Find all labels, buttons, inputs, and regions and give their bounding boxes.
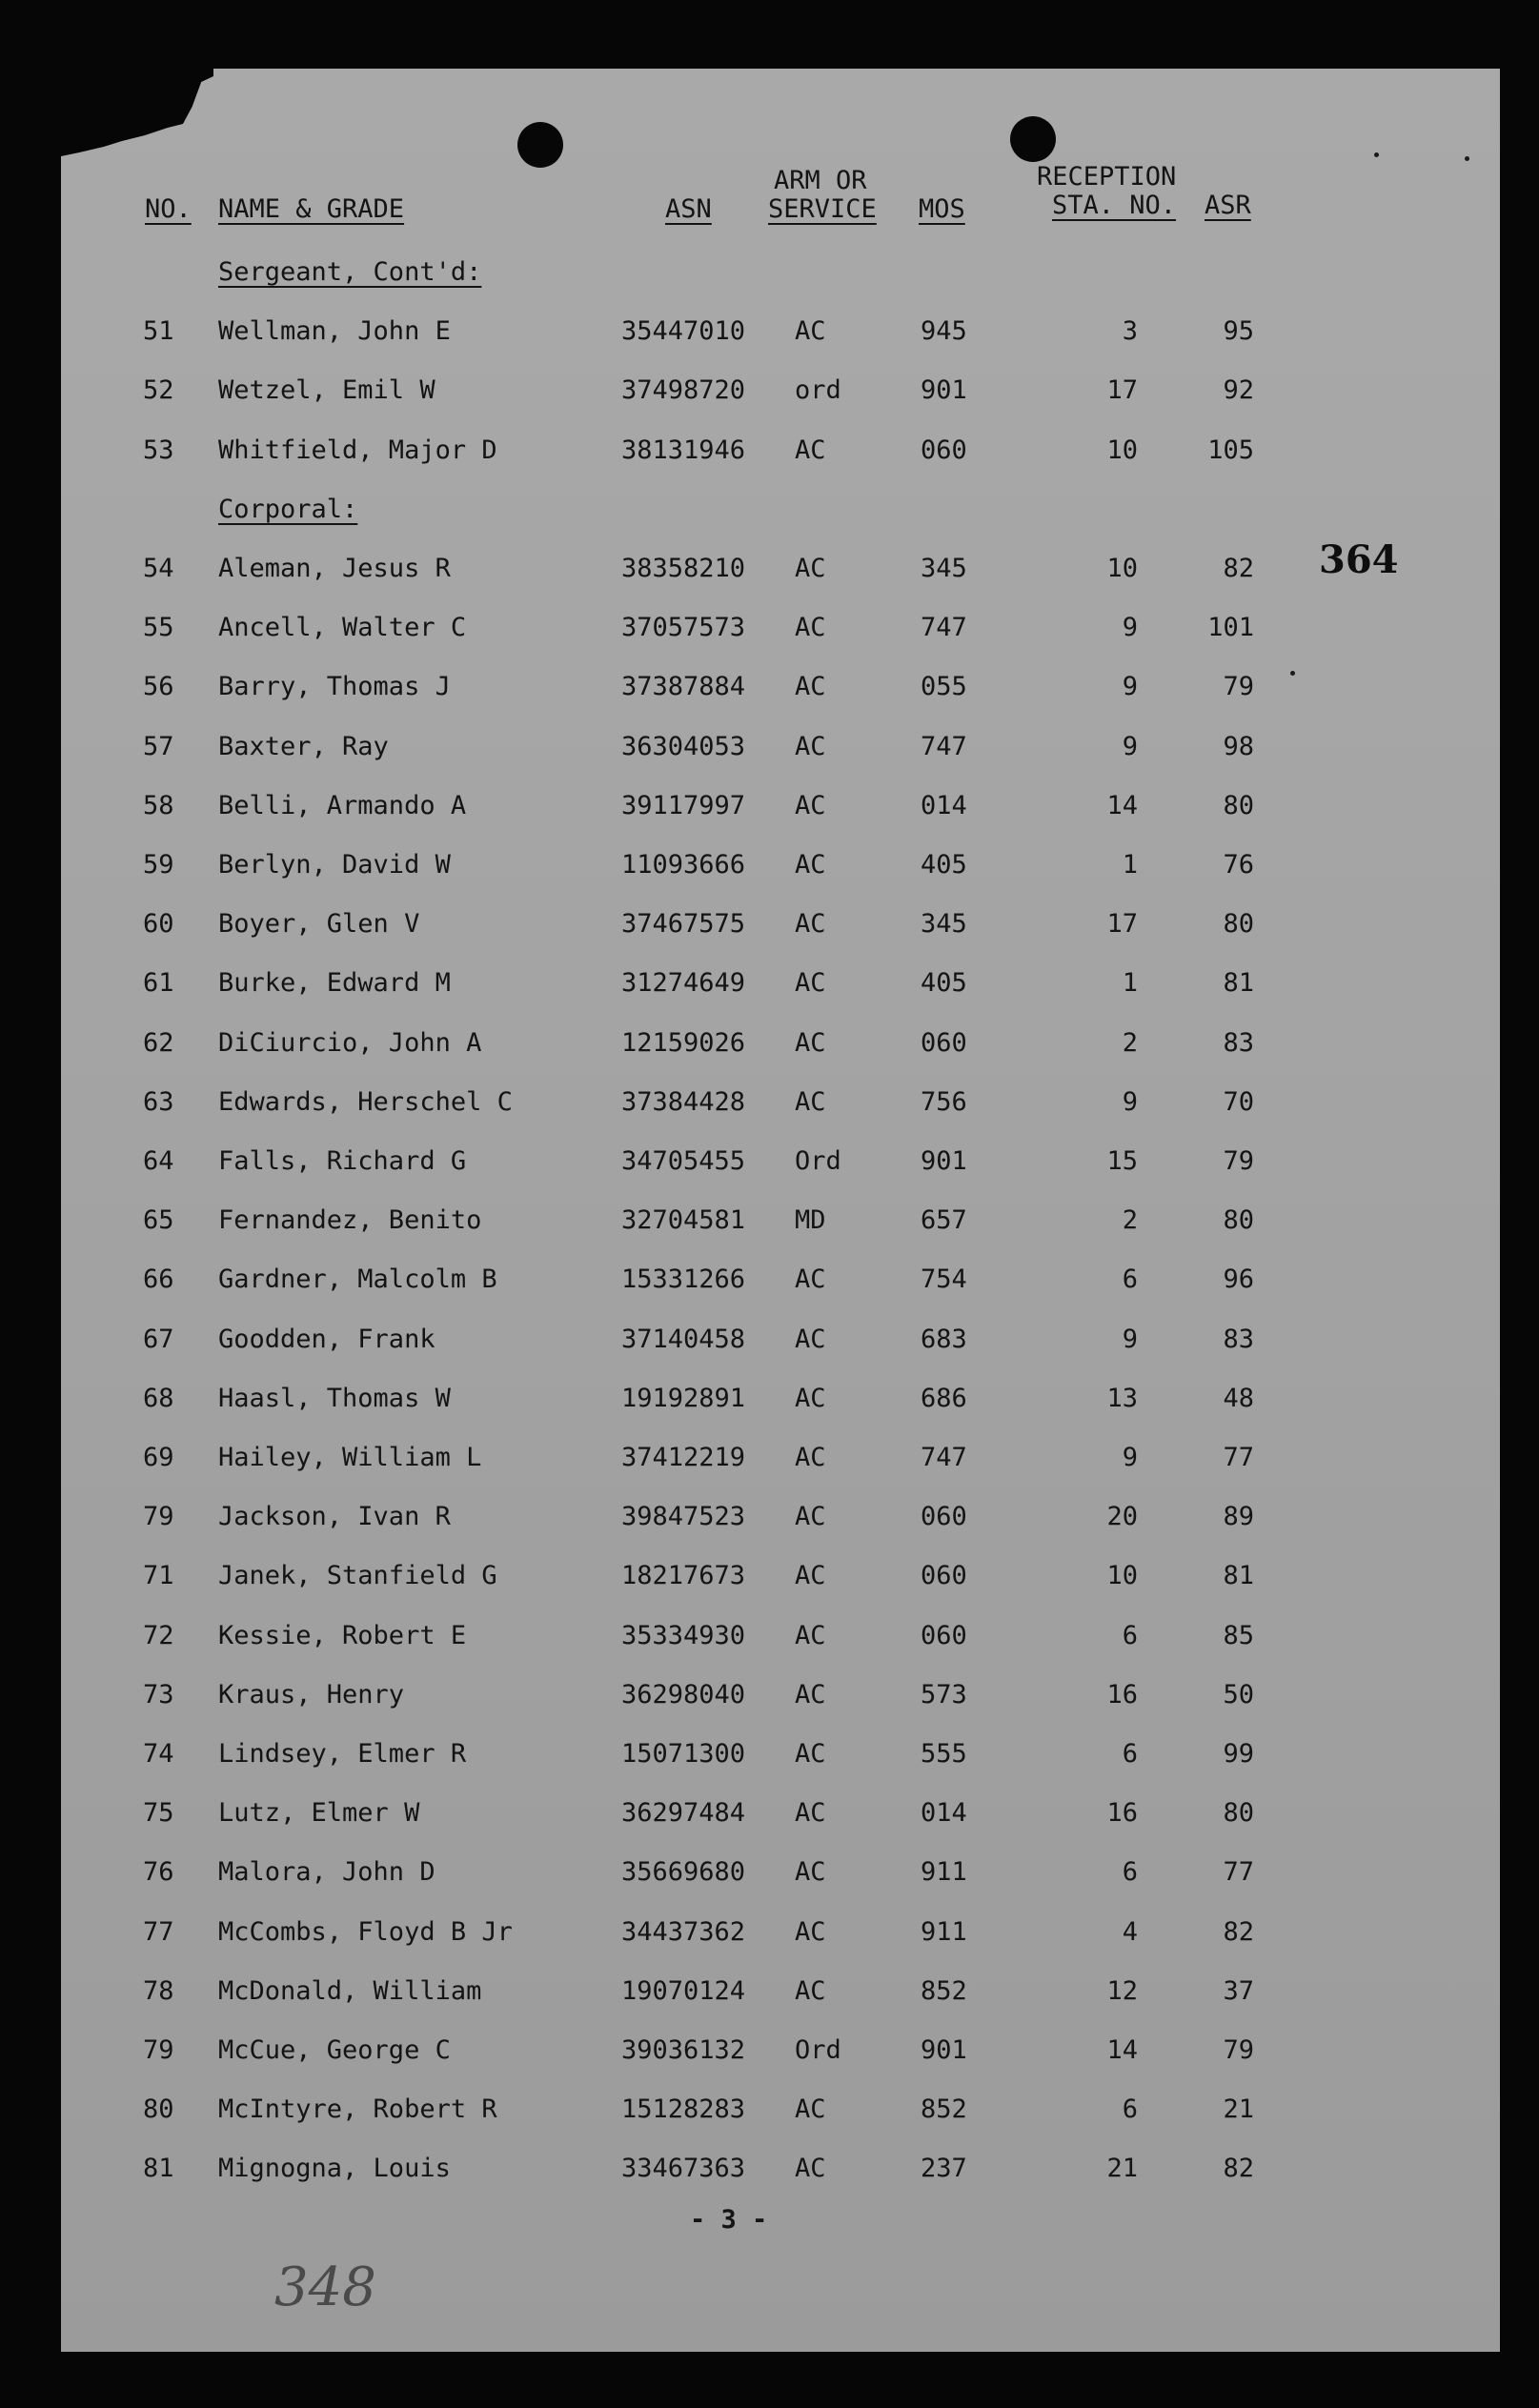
cell-sta: 2 [1122, 1205, 1138, 1235]
cell-sta: 9 [1122, 1325, 1138, 1354]
cell-name: Wellman, John E [218, 316, 451, 346]
cell-name: Boyer, Glen V [218, 909, 420, 939]
cell-mos: 911 [921, 1857, 967, 1887]
cell-mos: 747 [921, 613, 967, 642]
cell-mos: 573 [921, 1680, 967, 1710]
cell-name: Edwards, Herschel C [218, 1087, 513, 1117]
cell-mos: 852 [921, 1976, 967, 2006]
header-arm-line2: SERVICE [768, 194, 877, 224]
cell-arm: AC [795, 791, 826, 820]
cell-asr: 70 [1223, 1087, 1254, 1117]
cell-asn: 35334930 [621, 1621, 746, 1650]
cell-sta: 6 [1122, 1265, 1138, 1294]
cell-arm: AC [795, 1443, 826, 1472]
cell-sta: 21 [1106, 2154, 1138, 2183]
cell-arm: AC [795, 2154, 826, 2183]
cell-asn: 11093666 [621, 850, 746, 880]
cell-name: McDonald, William [218, 1976, 482, 2006]
cell-name: Berlyn, David W [218, 850, 451, 880]
cell-sta: 14 [1106, 2035, 1138, 2065]
cell-sta: 16 [1106, 1798, 1138, 1828]
cell-mos: 060 [921, 1621, 967, 1650]
cell-asr: 80 [1223, 1205, 1254, 1235]
cell-no: 60 [143, 909, 174, 939]
cell-asr: 77 [1223, 1443, 1254, 1472]
cell-name: Mignogna, Louis [218, 2154, 451, 2183]
cell-asn: 15071300 [621, 1739, 746, 1769]
cell-arm: AC [795, 1384, 826, 1413]
cell-asn: 19192891 [621, 1384, 746, 1413]
cell-name: Haasl, Thomas W [218, 1384, 451, 1413]
header-asn: ASN [665, 194, 712, 224]
pencil-note: 348 [274, 2256, 376, 2318]
cell-mos: 014 [921, 791, 967, 820]
cell-name: Fernandez, Benito [218, 1205, 482, 1235]
cell-sta: 17 [1106, 909, 1138, 939]
cell-asn: 37387884 [621, 672, 746, 701]
cell-sta: 1 [1122, 968, 1138, 998]
cell-name: Kraus, Henry [218, 1680, 405, 1710]
cell-sta: 4 [1122, 1917, 1138, 1947]
cell-name: Wetzel, Emil W [218, 375, 435, 405]
cell-sta: 12 [1106, 1976, 1138, 2006]
cell-mos: 686 [921, 1384, 967, 1413]
header-no: NO. [145, 194, 192, 224]
cell-arm: AC [795, 1502, 826, 1531]
cell-asn: 38358210 [621, 554, 746, 583]
cell-asr: 77 [1223, 1857, 1254, 1887]
cell-asr: 89 [1223, 1502, 1254, 1531]
cell-asr: 80 [1223, 1798, 1254, 1828]
cell-name: McIntyre, Robert R [218, 2094, 497, 2124]
cell-mos: 911 [921, 1917, 967, 1947]
cell-sta: 9 [1122, 672, 1138, 701]
cell-sta: 10 [1106, 435, 1138, 465]
cell-asn: 34437362 [621, 1917, 746, 1947]
cell-arm: AC [795, 1857, 826, 1887]
cell-no: 68 [143, 1384, 174, 1413]
cell-no: 67 [143, 1325, 174, 1354]
cell-name: Jackson, Ivan R [218, 1502, 451, 1531]
cell-asn: 32704581 [621, 1205, 746, 1235]
cell-arm: AC [795, 316, 826, 346]
cell-no: 75 [143, 1798, 174, 1828]
cell-sta: 6 [1122, 1857, 1138, 1887]
cell-sta: 20 [1106, 1502, 1138, 1531]
cell-asn: 37384428 [621, 1087, 746, 1117]
cell-asn: 31274649 [621, 968, 746, 998]
punch-hole-left [517, 122, 563, 168]
cell-name: Whitfield, Major D [218, 435, 497, 465]
cell-asr: 79 [1223, 2035, 1254, 2065]
cell-asn: 36298040 [621, 1680, 746, 1710]
cell-sta: 9 [1122, 613, 1138, 642]
cell-asn: 12159026 [621, 1028, 746, 1058]
cell-sta: 13 [1106, 1384, 1138, 1413]
cell-mos: 756 [921, 1087, 967, 1117]
cell-asr: 95 [1223, 316, 1254, 346]
cell-mos: 345 [921, 909, 967, 939]
header-reception-line2: STA. NO. [1052, 191, 1177, 220]
cell-mos: 060 [921, 1502, 967, 1531]
cell-asr: 81 [1223, 1561, 1254, 1590]
cell-asn: 39117997 [621, 791, 746, 820]
cell-asr: 37 [1223, 1976, 1254, 2006]
cell-name: Hailey, William L [218, 1443, 482, 1472]
cell-no: 78 [143, 1976, 174, 2006]
cell-asn: 33467363 [621, 2154, 746, 2183]
cell-mos: 747 [921, 1443, 967, 1472]
cell-mos: 345 [921, 554, 967, 583]
cell-sta: 15 [1106, 1146, 1138, 1176]
torn-corner [61, 69, 213, 164]
cell-arm: AC [795, 1680, 826, 1710]
cell-sta: 1 [1122, 850, 1138, 880]
cell-no: 79 [143, 1502, 174, 1531]
cell-asn: 37057573 [621, 613, 746, 642]
cell-name: DiCiurcio, John A [218, 1028, 482, 1058]
cell-no: 76 [143, 1857, 174, 1887]
speck [1290, 671, 1295, 676]
cell-asn: 35669680 [621, 1857, 746, 1887]
cell-asr: 21 [1223, 2094, 1254, 2124]
punch-hole-right [1010, 116, 1056, 162]
page-number: - 3 - [690, 2205, 768, 2235]
cell-no: 79 [143, 2035, 174, 2065]
cell-asr: 76 [1223, 850, 1254, 880]
cell-asn: 37412219 [621, 1443, 746, 1472]
cell-sta: 14 [1106, 791, 1138, 820]
cell-sta: 2 [1122, 1028, 1138, 1058]
cell-arm: Ord [795, 1146, 841, 1176]
cell-arm: AC [795, 1739, 826, 1769]
cell-mos: 060 [921, 1028, 967, 1058]
cell-no: 52 [143, 375, 174, 405]
cell-no: 58 [143, 791, 174, 820]
cell-arm: AC [795, 1265, 826, 1294]
cell-sta: 6 [1122, 2094, 1138, 2124]
cell-name: Goodden, Frank [218, 1325, 435, 1354]
cell-sta: 10 [1106, 554, 1138, 583]
cell-mos: 754 [921, 1265, 967, 1294]
cell-asr: 85 [1223, 1621, 1254, 1650]
cell-no: 65 [143, 1205, 174, 1235]
cell-asr: 92 [1223, 375, 1254, 405]
cell-sta: 9 [1122, 1087, 1138, 1117]
cell-asn: 35447010 [621, 316, 746, 346]
cell-mos: 901 [921, 375, 967, 405]
cell-mos: 657 [921, 1205, 967, 1235]
cell-asr: 82 [1223, 1917, 1254, 1947]
cell-name: Malora, John D [218, 1857, 435, 1887]
cell-asr: 80 [1223, 909, 1254, 939]
cell-no: 57 [143, 732, 174, 761]
cell-asr: 96 [1223, 1265, 1254, 1294]
cell-asr: 99 [1223, 1739, 1254, 1769]
cell-arm: AC [795, 1798, 826, 1828]
header-reception-line1: RECEPTION [1037, 162, 1177, 192]
cell-mos: 405 [921, 968, 967, 998]
cell-no: 74 [143, 1739, 174, 1769]
cell-no: 80 [143, 2094, 174, 2124]
cell-name: Belli, Armando A [218, 791, 467, 820]
cell-mos: 060 [921, 1561, 967, 1590]
cell-asn: 37498720 [621, 375, 746, 405]
cell-name: Ancell, Walter C [218, 613, 467, 642]
cell-arm: AC [795, 732, 826, 761]
cell-mos: 555 [921, 1739, 967, 1769]
speck [1465, 156, 1469, 161]
cell-no: 64 [143, 1146, 174, 1176]
cell-arm: AC [795, 613, 826, 642]
cell-asr: 50 [1223, 1680, 1254, 1710]
cell-asn: 34705455 [621, 1146, 746, 1176]
cell-no: 51 [143, 316, 174, 346]
cell-arm: AC [795, 1087, 826, 1117]
cell-name: Kessie, Robert E [218, 1621, 467, 1650]
cell-no: 66 [143, 1265, 174, 1294]
cell-asn: 19070124 [621, 1976, 746, 2006]
cell-asn: 38131946 [621, 435, 746, 465]
cell-sta: 16 [1106, 1680, 1138, 1710]
cell-arm: AC [795, 968, 826, 998]
cell-mos: 237 [921, 2154, 967, 2183]
cell-asn: 39847523 [621, 1502, 746, 1531]
cell-mos: 901 [921, 1146, 967, 1176]
cell-name: Falls, Richard G [218, 1146, 467, 1176]
cell-asr: 83 [1223, 1028, 1254, 1058]
cell-mos: 405 [921, 850, 967, 880]
cell-asr: 81 [1223, 968, 1254, 998]
header-mos: MOS [919, 194, 965, 224]
cell-no: 53 [143, 435, 174, 465]
cell-sta: 6 [1122, 1621, 1138, 1650]
cell-mos: 014 [921, 1798, 967, 1828]
cell-no: 59 [143, 850, 174, 880]
cell-asn: 15331266 [621, 1265, 746, 1294]
cell-asn: 15128283 [621, 2094, 746, 2124]
cell-asr: 105 [1207, 435, 1254, 465]
cell-arm: AC [795, 1561, 826, 1590]
cell-asr: 82 [1223, 554, 1254, 583]
cell-arm: ord [795, 375, 841, 405]
cell-asr: 79 [1223, 672, 1254, 701]
cell-no: 54 [143, 554, 174, 583]
cell-name: Lutz, Elmer W [218, 1798, 420, 1828]
cell-mos: 852 [921, 2094, 967, 2124]
cell-arm: Ord [795, 2035, 841, 2065]
cell-asn: 36297484 [621, 1798, 746, 1828]
cell-name: McCue, George C [218, 2035, 451, 2065]
cell-sta: 6 [1122, 1739, 1138, 1769]
speck [1374, 152, 1379, 157]
cell-mos: 901 [921, 2035, 967, 2065]
section-heading: Corporal: [218, 495, 358, 524]
cell-asr: 80 [1223, 791, 1254, 820]
cell-sta: 9 [1122, 1443, 1138, 1472]
cell-mos: 055 [921, 672, 967, 701]
cell-mos: 945 [921, 316, 967, 346]
cell-arm: AC [795, 1325, 826, 1354]
cell-sta: 9 [1122, 732, 1138, 761]
cell-asr: 48 [1223, 1384, 1254, 1413]
cell-arm: AC [795, 1917, 826, 1947]
cell-no: 55 [143, 613, 174, 642]
cell-name: Burke, Edward M [218, 968, 451, 998]
cell-no: 72 [143, 1621, 174, 1650]
cell-no: 71 [143, 1561, 174, 1590]
cell-mos: 683 [921, 1325, 967, 1354]
cell-asn: 39036132 [621, 2035, 746, 2065]
cell-name: McCombs, Floyd B Jr [218, 1917, 513, 1947]
cell-arm: AC [795, 2094, 826, 2124]
document-page [61, 69, 1500, 2352]
cell-asr: 79 [1223, 1146, 1254, 1176]
cell-asr: 82 [1223, 2154, 1254, 2183]
cell-asn: 18217673 [621, 1561, 746, 1590]
cell-asn: 37140458 [621, 1325, 746, 1354]
cell-arm: AC [795, 1028, 826, 1058]
cell-arm: AC [795, 435, 826, 465]
cell-mos: 060 [921, 435, 967, 465]
cell-asn: 36304053 [621, 732, 746, 761]
cell-name: Barry, Thomas J [218, 672, 451, 701]
cell-name: Gardner, Malcolm B [218, 1265, 497, 1294]
cell-name: Janek, Stanfield G [218, 1561, 497, 1590]
cell-asn: 37467575 [621, 909, 746, 939]
cell-sta: 17 [1106, 375, 1138, 405]
header-arm-line1: ARM OR [774, 166, 867, 195]
cell-name: Baxter, Ray [218, 732, 389, 761]
cell-arm: AC [795, 1976, 826, 2006]
cell-no: 69 [143, 1443, 174, 1472]
page-stamp-number: 364 [1319, 537, 1399, 582]
header-asr: ASR [1205, 191, 1251, 220]
header-name-grade: NAME & GRADE [218, 194, 405, 224]
cell-asr: 98 [1223, 732, 1254, 761]
cell-name: Aleman, Jesus R [218, 554, 451, 583]
cell-asr: 101 [1207, 613, 1254, 642]
cell-asr: 83 [1223, 1325, 1254, 1354]
cell-no: 73 [143, 1680, 174, 1710]
cell-no: 62 [143, 1028, 174, 1058]
cell-arm: AC [795, 554, 826, 583]
cell-no: 77 [143, 1917, 174, 1947]
cell-arm: MD [795, 1205, 826, 1235]
section-heading: Sergeant, Cont'd: [218, 257, 482, 287]
cell-no: 81 [143, 2154, 174, 2183]
cell-arm: AC [795, 850, 826, 880]
cell-no: 63 [143, 1087, 174, 1117]
cell-arm: AC [795, 1621, 826, 1650]
cell-name: Lindsey, Elmer R [218, 1739, 467, 1769]
cell-arm: AC [795, 672, 826, 701]
cell-arm: AC [795, 909, 826, 939]
cell-sta: 3 [1122, 316, 1138, 346]
cell-sta: 10 [1106, 1561, 1138, 1590]
cell-no: 61 [143, 968, 174, 998]
cell-no: 56 [143, 672, 174, 701]
cell-mos: 747 [921, 732, 967, 761]
